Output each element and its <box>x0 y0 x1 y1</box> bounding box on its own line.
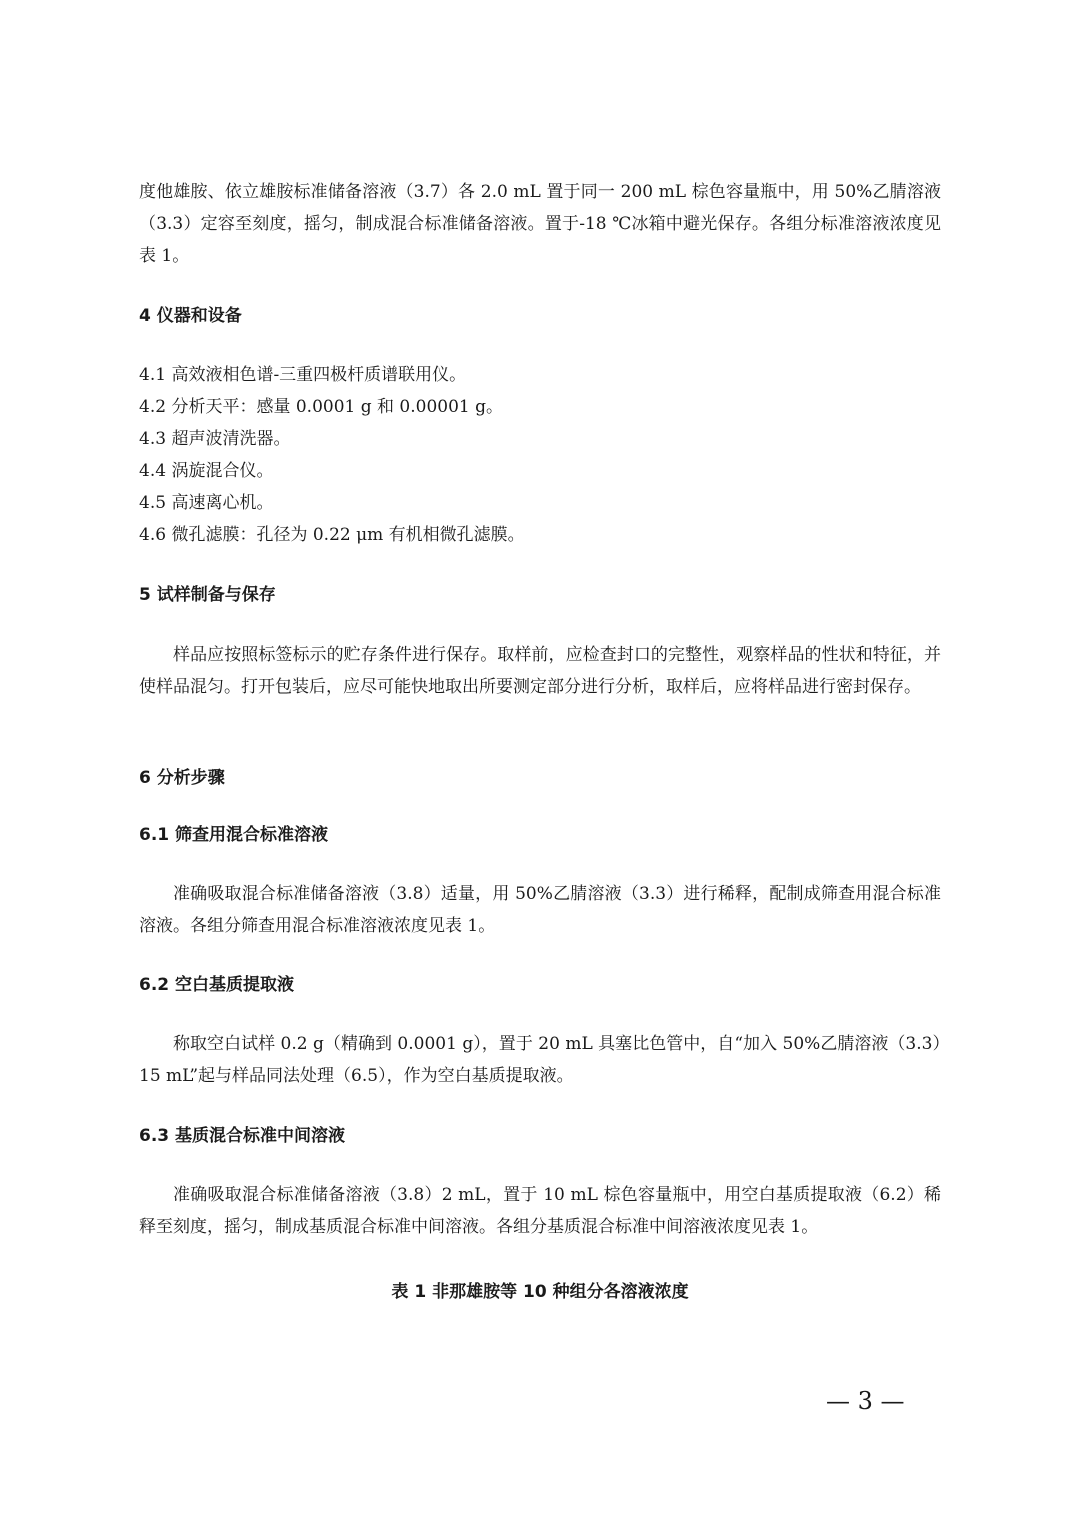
paragraph-6-1: 准确吸取混合标准储备溶液（3.8）适量，用 50%乙腈溶液（3.3）进行稀释，配制成筛查用混合标准溶液。各组分筛查用混合标准溶液浓度见表 1。 <box>139 884 941 936</box>
section-heading-5: 5 试样制备与保存 <box>139 585 276 605</box>
table-caption: 表 1 非那雄胺等 10 种组分各溶液浓度 <box>391 1282 689 1302</box>
equipment-item-4-1: 4.1 高效液相色谱-三重四极杆质谱联用仪。 <box>139 365 467 385</box>
section-heading-6: 6 分析步骤 <box>139 768 225 788</box>
paragraph-continuation: 度他雄胺、依立雄胺标准储备溶液（3.7）各 2.0 mL 置于同一 200 mL 棕色容量瓶中，用 50%乙腈溶液（3.3）定容至刻度，摇匀，制成混合标准储备溶液。置于-18 ℃冰箱中避光保存。各组分标准溶液浓度见表 1。 <box>139 182 941 266</box>
equipment-item-4-5: 4.5 高速离心机。 <box>139 493 274 513</box>
subsection-heading-6-3: 6.3 基质混合标准中间溶液 <box>139 1126 346 1146</box>
section-heading-4: 4 仪器和设备 <box>139 306 242 326</box>
equipment-item-4-4: 4.4 涡旋混合仪。 <box>139 461 274 481</box>
paragraph-sample-storage: 样品应按照标签标示的贮存条件进行保存。取样前，应检查封口的完整性，观察样品的性状和特征，并使样品混匀。打开包装后，应尽可能快地取出所要测定部分进行分析，取样后，应将样品进行密封保存。 <box>139 645 941 697</box>
equipment-item-4-2: 4.2 分析天平：感量 0.0001 g 和 0.00001 g。 <box>139 397 504 417</box>
paragraph-6-2: 称取空白试样 0.2 g（精确到 0.0001 g），置于 20 mL 具塞比色管中，自“加入 50%乙腈溶液（3.3）15 mL”起与样品同法处理（6.5），作为空白基质提取液。 <box>139 1034 941 1086</box>
equipment-item-4-6: 4.6 微孔滤膜：孔径为 0.22 μm 有机相微孔滤膜。 <box>139 525 525 545</box>
subsection-heading-6-1: 6.1 筛查用混合标准溶液 <box>139 825 329 845</box>
subsection-heading-6-2: 6.2 空白基质提取液 <box>139 975 295 995</box>
page-number: — 3 — <box>826 1387 905 1415</box>
equipment-item-4-3: 4.3 超声波清洗器。 <box>139 429 291 449</box>
paragraph-6-3: 准确吸取混合标准储备溶液（3.8）2 mL，置于 10 mL 棕色容量瓶中，用空白基质提取液（6.2）稀释至刻度，摇匀，制成基质混合标准中间溶液。各组分基质混合标准中间溶液浓度见表 1。 <box>139 1185 941 1237</box>
